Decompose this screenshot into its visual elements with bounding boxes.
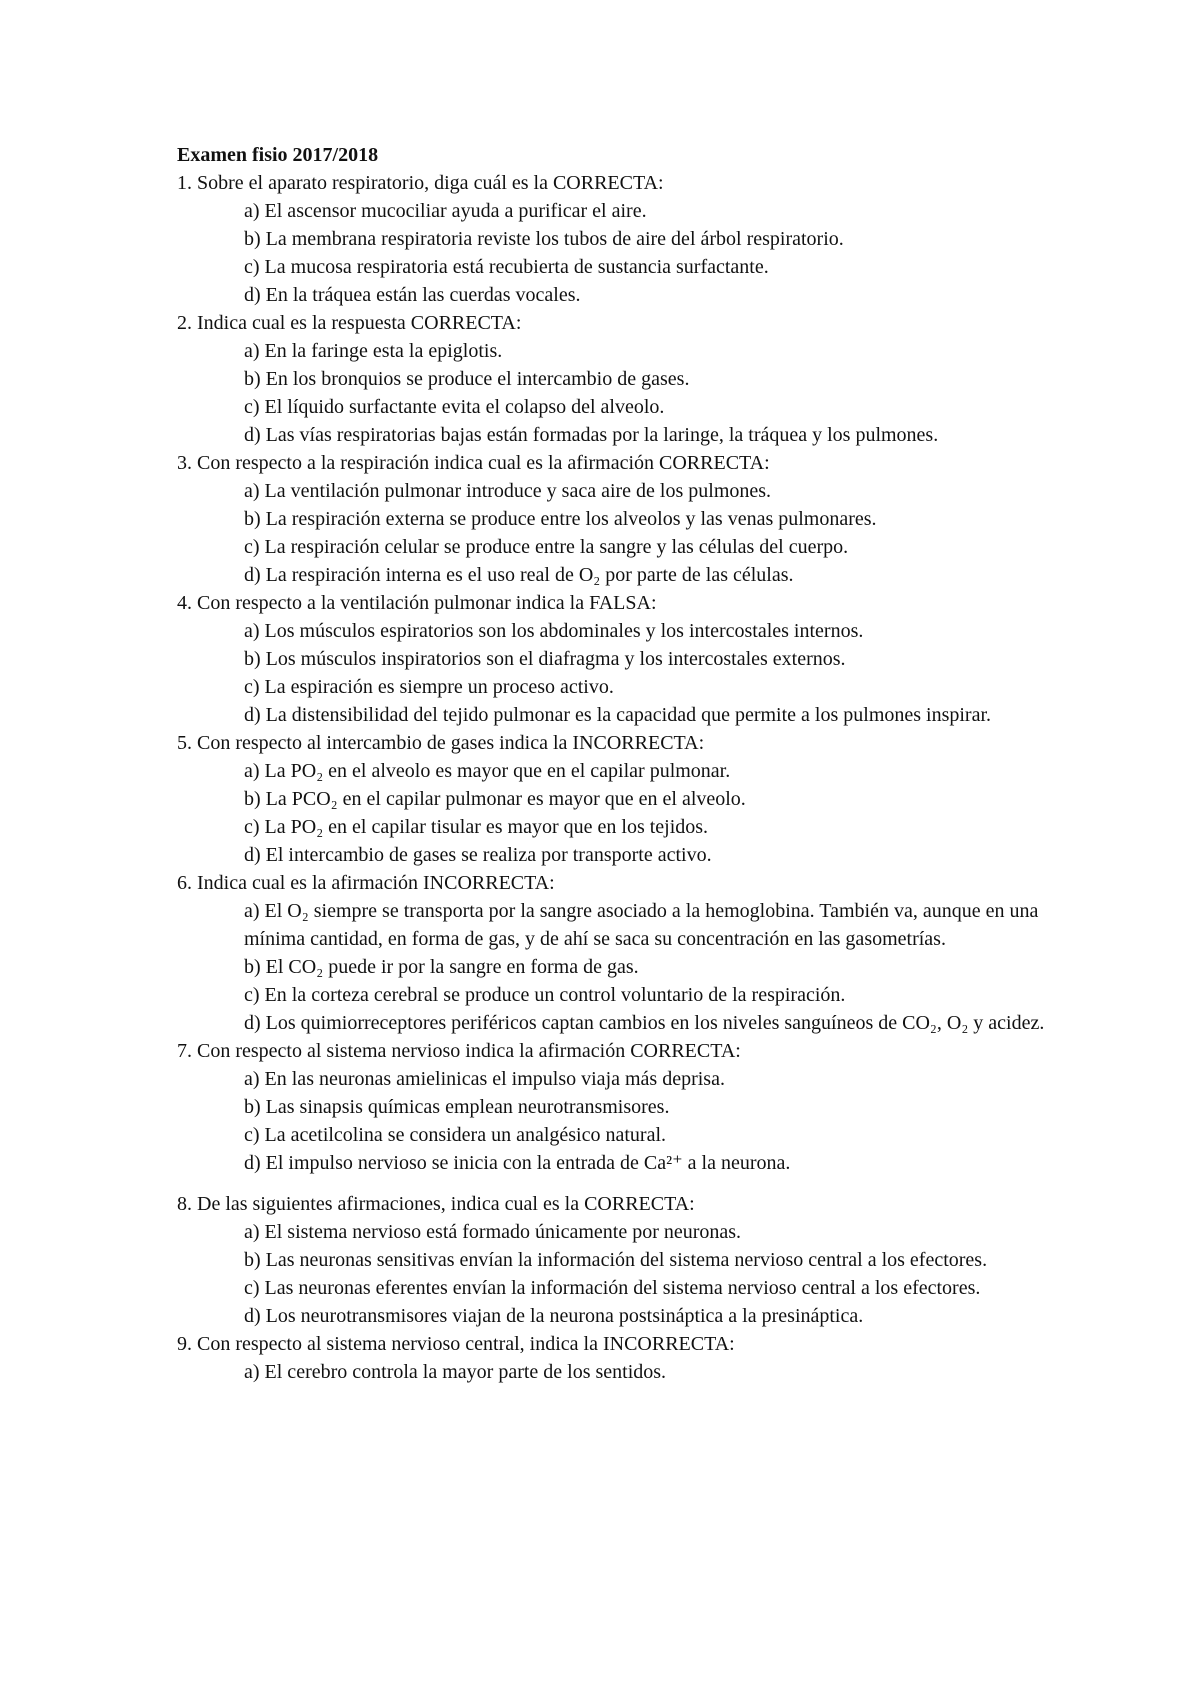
option-d: d) Los neurotransmisores viajan de la neurona postsináptica a la presináptica. [244, 1305, 864, 1327]
option-c: c) El líquido surfactante evita el colapso del alveolo. [244, 396, 665, 418]
option-d: d) La distensibilidad del tejido pulmonar es la capacidad que permite a los pulmones inspirar. [244, 704, 992, 726]
question-number: 4. [177, 592, 192, 614]
option-c: c) En la corteza cerebral se produce un control voluntario de la respiración. [244, 984, 846, 1006]
question-text [177, 309, 1057, 337]
option-b: b) La PCO₂ en el capilar pulmonar es mayor que en el alveolo. [244, 788, 746, 810]
question-number: 7. [177, 1040, 192, 1062]
question-statement: Con respecto al intercambio de gases indica la INCORRECTA: [197, 732, 705, 754]
question-statement: Indica cual es la respuesta CORRECTA: [197, 312, 522, 334]
question-statement: De las siguientes afirmaciones, indica cual es la CORRECTA: [197, 1193, 695, 1215]
question-6 [177, 869, 1057, 1037]
option-d: d) El intercambio de gases se realiza por transporte activo. [244, 844, 712, 866]
option-d: d) La respiración interna es el uso real de O₂ por parte de las células. [244, 564, 794, 586]
option-c: c) La mucosa respiratoria está recubierta de sustancia surfactante. [244, 256, 769, 278]
question-1 [177, 169, 1057, 309]
option-a: a) Los músculos espiratorios son los abdominales y los intercostales internos. [244, 620, 864, 642]
option-d: d) Los quimiorreceptores periféricos captan cambios en los niveles sanguíneos de CO₂, O₂ y acidez. [244, 1012, 1045, 1034]
question-number: 3. [177, 452, 192, 474]
question-statement: Con respecto al sistema nervioso indica la afirmación CORRECTA: [197, 1040, 741, 1062]
option-b: b) La respiración externa se produce entre los alveolos y las venas pulmonares. [244, 508, 877, 530]
option-d: d) El impulso nervioso se inicia con la entrada de Ca²⁺ a la neurona. [244, 1152, 791, 1174]
exam-title: Examen fisio 2017/2018 [177, 144, 379, 166]
question-number: 9. [177, 1333, 192, 1355]
question-statement: Sobre el aparato respiratorio, diga cuál es la CORRECTA: [197, 172, 664, 194]
option-a: a) La PO₂ en el alveolo es mayor que en el capilar pulmonar. [244, 760, 731, 782]
question-text [177, 729, 1057, 757]
question-statement: Indica cual es la afirmación INCORRECTA: [197, 872, 555, 894]
question-number: 6. [177, 872, 192, 894]
question-text [177, 169, 1057, 197]
question-text [177, 449, 1057, 477]
exam-page [177, 141, 1057, 1386]
question-number: 5. [177, 732, 192, 754]
question-statement: Con respecto a la respiración indica cual es la afirmación CORRECTA: [197, 452, 770, 474]
option-a: a) El cerebro controla la mayor parte de los sentidos. [244, 1361, 667, 1383]
option-c: c) La espiración es siempre un proceso activo. [244, 676, 614, 698]
option-a: a) El O₂ siempre se transporta por la sangre asociado a la hemoglobina. También va, aunque en una mínima cantidad, en forma de gas, y de ahí se saca su concentración en las gasometrías. [244, 900, 1039, 950]
question-2 [177, 309, 1057, 449]
option-b: b) Las sinapsis químicas emplean neurotransmisores. [244, 1096, 670, 1118]
question-text [177, 1037, 1057, 1065]
option-c: c) La PO₂ en el capilar tisular es mayor que en los tejidos. [244, 816, 709, 838]
question-number: 1. [177, 172, 192, 194]
question-9 [177, 1330, 1057, 1386]
option-b: b) Los músculos inspiratorios son el diafragma y los intercostales externos. [244, 648, 846, 670]
question-5 [177, 729, 1057, 869]
option-b: b) El CO₂ puede ir por la sangre en forma de gas. [244, 956, 639, 978]
blank-line [177, 1177, 1057, 1190]
option-b: b) La membrana respiratoria reviste los tubos de aire del árbol respiratorio. [244, 228, 844, 250]
question-statement: Con respecto al sistema nervioso central, indica la INCORRECTA: [197, 1333, 735, 1355]
option-a: a) En la faringe esta la epiglotis. [244, 340, 503, 362]
option-c: c) La respiración celular se produce entre la sangre y las células del cuerpo. [244, 536, 849, 558]
question-text [177, 1330, 1057, 1358]
question-number: 8. [177, 1193, 192, 1215]
option-b: b) Las neuronas sensitivas envían la información del sistema nervioso central a los efectores. [244, 1249, 988, 1271]
option-c: c) Las neuronas eferentes envían la información del sistema nervioso central a los efectores. [244, 1277, 981, 1299]
question-8 [177, 1190, 1057, 1330]
question-3 [177, 449, 1057, 589]
question-text [177, 869, 1057, 897]
option-a: a) El sistema nervioso está formado únicamente por neuronas. [244, 1221, 742, 1243]
option-d: d) En la tráquea están las cuerdas vocales. [244, 284, 581, 306]
question-number: 2. [177, 312, 192, 334]
option-c: c) La acetilcolina se considera un analgésico natural. [244, 1124, 667, 1146]
option-d: d) Las vías respiratorias bajas están formadas por la laringe, la tráquea y los pulmones. [244, 424, 939, 446]
question-statement: Con respecto a la ventilación pulmonar indica la FALSA: [197, 592, 657, 614]
option-a: a) La ventilación pulmonar introduce y saca aire de los pulmones. [244, 480, 772, 502]
question-7 [177, 1037, 1057, 1177]
option-a: a) En las neuronas amielinicas el impulso viaja más deprisa. [244, 1068, 725, 1090]
question-text [177, 589, 1057, 617]
question-4 [177, 589, 1057, 729]
option-a: a) El ascensor mucociliar ayuda a purificar el aire. [244, 200, 647, 222]
option-b: b) En los bronquios se produce el intercambio de gases. [244, 368, 690, 390]
question-text [177, 1190, 1057, 1218]
